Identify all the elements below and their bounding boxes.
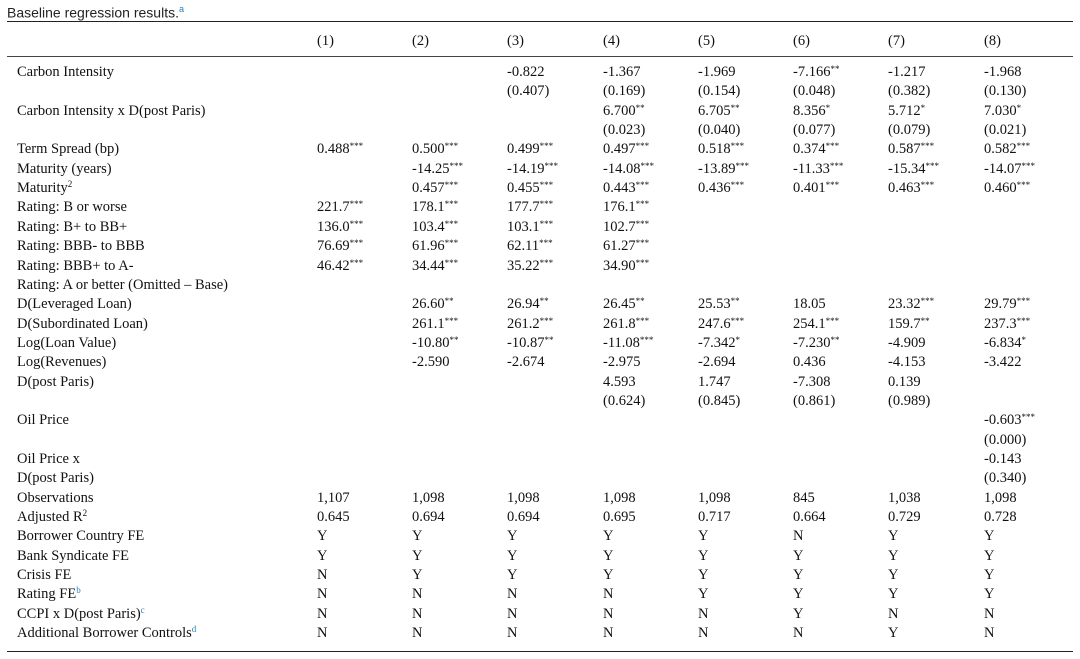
table-cell: 261.1***	[412, 315, 459, 332]
table-cell: 29.79***	[984, 296, 1031, 313]
table-cell: N	[698, 625, 709, 642]
table-cell: 0.401***	[793, 180, 840, 197]
table-cell: 0.443***	[603, 180, 650, 197]
table-cell: (0.040)	[698, 122, 741, 139]
table-cell: -14.19***	[507, 160, 558, 177]
row-label: Rating: B or worse	[17, 199, 127, 216]
table-cell: 247.6***	[698, 315, 745, 332]
table-cell: -0.143	[984, 451, 1022, 467]
table-cell: -13.89***	[698, 160, 749, 177]
table-cell: 237.3***	[984, 315, 1031, 332]
table-cell: 8.356*	[793, 102, 831, 119]
table-cell: Y	[507, 567, 518, 584]
table-cell: N	[507, 605, 518, 622]
table-cell: 61.27***	[603, 238, 650, 255]
table-cell: (0.077)	[793, 122, 836, 139]
table-cell: -1.968	[984, 64, 1022, 80]
table-cell: Y	[603, 567, 614, 584]
table-cell: 0.374***	[793, 141, 840, 158]
table-cell: 1,098	[412, 489, 445, 506]
table-cell: -7.308	[793, 373, 831, 390]
table-cell: -7.342*	[698, 334, 740, 351]
table-cell: -2.674	[507, 354, 545, 371]
table-cell: -7.166**	[793, 64, 840, 80]
table-cell: -14.08***	[603, 160, 654, 177]
table-cell: -6.834*	[984, 334, 1026, 351]
table-cell: 18.05	[793, 296, 826, 313]
table-cell: 103.4***	[412, 218, 459, 235]
row-label: Carbon Intensity x D(post Paris)	[17, 102, 206, 119]
table-cell: Y	[698, 528, 709, 545]
table-cell: (0.382)	[888, 83, 931, 100]
table-cell: -11.33***	[793, 160, 844, 177]
row-label: Maturity (years)	[17, 160, 112, 177]
table-cell: 0.664	[793, 509, 826, 526]
table-cell: 845	[793, 489, 815, 506]
table-cell: 34.90***	[603, 257, 650, 274]
table-cell: 26.60**	[412, 296, 454, 313]
table-cell: -10.87**	[507, 334, 554, 351]
table-cell: 6.700**	[603, 102, 645, 119]
row-label: Additional Borrower Controls$^d$	[17, 624, 197, 642]
table-cell: (0.079)	[888, 122, 931, 139]
table-cell: 1,098	[984, 489, 1017, 506]
table-cell: Y	[317, 547, 328, 564]
table-cell: 0.460***	[984, 180, 1031, 197]
row-label: Observations	[17, 489, 94, 506]
table-cell: (0.048)	[793, 83, 836, 100]
table-cell: N	[317, 567, 328, 584]
column-header-3: (3)	[507, 33, 524, 49]
table-cell: 5.712*	[888, 102, 926, 119]
table-cell: -14.25***	[412, 160, 463, 177]
table-cell: Y	[698, 586, 709, 603]
table-cell: 23.32***	[888, 296, 935, 313]
row-label: Maturity$^2$	[17, 179, 73, 197]
footnote-mark[interactable]: d	[191, 624, 197, 635]
table-cell: N	[317, 586, 328, 603]
table-cell: N	[412, 625, 423, 642]
table-cell: 0.488***	[317, 141, 364, 158]
table-cell: -1.367	[603, 64, 641, 80]
table-cell: 0.499***	[507, 141, 554, 158]
table-cell: Y	[793, 547, 804, 564]
row-label: D(Leveraged Loan)	[17, 296, 132, 313]
row-label: Term Spread (bp)	[17, 141, 120, 158]
table-cell: 62.11***	[507, 238, 553, 255]
table-cell: 0.645	[317, 509, 350, 526]
table-cell: (0.989)	[888, 392, 931, 409]
table-cell: (0.407)	[507, 83, 550, 100]
table-cell: 261.8***	[603, 315, 650, 332]
table-cell: -4.153	[888, 354, 926, 371]
table-cell: 26.94**	[507, 296, 549, 313]
table-cell: 0.728	[984, 509, 1017, 526]
table-cell: (0.169)	[603, 83, 646, 100]
table-cell: Y	[412, 528, 423, 545]
table-cell: (0.340)	[984, 470, 1027, 487]
table-cell: 4.593	[603, 373, 636, 390]
column-header-2: (2)	[412, 33, 429, 49]
table-cell: -2.975	[603, 354, 641, 371]
table-cell: N	[603, 625, 614, 642]
row-label: Rating: A or better (Omitted – Base)	[17, 276, 229, 293]
table-cell: 1,038	[888, 489, 921, 506]
table-cell: 1,098	[698, 489, 731, 506]
table-cell: 159.7**	[888, 315, 930, 332]
table-cell: Y	[412, 547, 423, 564]
superscript-2: 2	[82, 508, 88, 519]
table-cell: -2.694	[698, 354, 736, 371]
regression-table	[7, 0, 1073, 659]
table-cell: (0.845)	[698, 392, 741, 409]
table-cell: Y	[984, 567, 995, 584]
table-cell: 1,098	[507, 489, 540, 506]
table-cell: N	[412, 586, 423, 603]
table-cell: 0.717	[698, 509, 731, 526]
table-cell: N	[698, 605, 709, 622]
table-cell: -0.822	[507, 64, 545, 80]
row-label: Rating FE$^b$	[17, 585, 81, 603]
table-cell: Y	[888, 567, 899, 584]
table-cell: 25.53**	[698, 296, 740, 313]
table-cell: (0.000)	[984, 431, 1027, 448]
row-label: Carbon Intensity	[17, 64, 115, 80]
table-cell: Y	[317, 528, 328, 545]
table-cell: 61.96***	[412, 238, 459, 255]
table-cell: -3.422	[984, 354, 1022, 371]
row-label: D(Subordinated Loan)	[17, 315, 148, 332]
row-label: D(post Paris)	[17, 373, 94, 390]
table-cell: Y	[984, 586, 995, 603]
table-cell: Y	[888, 586, 899, 603]
table-cell: 221.7***	[317, 199, 364, 216]
table-cell: 136.0***	[317, 218, 364, 235]
row-label: CCPI x D(post Paris)$^c$	[17, 604, 145, 622]
table-cell: -0.603***	[984, 412, 1035, 429]
table-cell: 176.1***	[603, 199, 650, 216]
column-header-1: (1)	[317, 33, 334, 49]
table-cell: N	[317, 625, 328, 642]
superscript-2: 2	[67, 179, 73, 190]
table-cell: 0.455***	[507, 180, 554, 197]
table-cell: -15.34***	[888, 160, 939, 177]
table-cell: Y	[793, 605, 804, 622]
table-cell: 1,107	[317, 489, 350, 506]
table-cell: Y	[888, 528, 899, 545]
table-cell: N	[507, 586, 518, 603]
table-cell: N	[412, 605, 423, 622]
table-cell: Y	[984, 547, 995, 564]
column-header-4: (4)	[603, 33, 620, 49]
table-cell: 7.030*	[984, 102, 1022, 119]
table-cell: 0.587***	[888, 141, 935, 158]
table-cell: (0.023)	[603, 122, 646, 139]
table-cell: Y	[698, 547, 709, 564]
table-cell: N	[603, 586, 614, 603]
table-cell: -14.07***	[984, 160, 1035, 177]
table-cell: 0.500***	[412, 141, 459, 158]
table-cell: 0.694	[412, 509, 445, 526]
table-cell: Y	[888, 625, 899, 642]
caption-text: Baseline regression results.	[7, 4, 179, 21]
table-cell: 178.1***	[412, 199, 459, 216]
table-cell: -2.590	[412, 354, 450, 371]
table-cell: -1.969	[698, 64, 736, 80]
table-cell: Y	[603, 547, 614, 564]
table-cell: 261.2***	[507, 315, 554, 332]
table-cell: Y	[507, 547, 518, 564]
row-label: Oil Price	[17, 412, 69, 429]
table-cell: 0.436	[793, 354, 826, 371]
table-cell: Y	[793, 586, 804, 603]
row-label: Rating: BBB- to BBB	[17, 238, 145, 255]
row-label: Adjusted $R^2$	[17, 508, 88, 526]
row-label: Borrower Country FE	[17, 528, 145, 545]
table-cell: N	[984, 605, 995, 622]
table-cell: 0.729	[888, 509, 921, 526]
table-cell: N	[793, 625, 804, 642]
table-cell: 1.747	[698, 373, 731, 390]
table-cell: Y	[793, 567, 804, 584]
footnote-mark[interactable]: c	[140, 604, 145, 615]
table-cell: (0.624)	[603, 392, 646, 409]
row-label: Log(Revenues)	[17, 354, 107, 371]
table-cell: -1.217	[888, 64, 926, 80]
table-cell: N	[984, 625, 995, 642]
table-cell: 0.695	[603, 509, 636, 526]
table-cell: Y	[888, 547, 899, 564]
column-header-7: (7)	[888, 33, 905, 49]
table-cell: 34.44***	[412, 257, 459, 274]
row-label: Rating: B+ to BB+	[17, 218, 128, 235]
row-label: D(post Paris)	[17, 470, 94, 487]
table-cell: 102.7***	[603, 218, 650, 235]
table-cell: (0.021)	[984, 122, 1027, 139]
column-header-8: (8)	[984, 33, 1001, 49]
table-cell: Y	[507, 528, 518, 545]
table-cell: 254.1***	[793, 315, 840, 332]
row-label: Bank Syndicate FE	[17, 547, 129, 564]
table-cell: Y	[412, 567, 423, 584]
row-label: Rating: BBB+ to A-	[17, 257, 134, 274]
caption-footnote-mark[interactable]: a	[178, 4, 184, 14]
table-cell: 0.497***	[603, 141, 650, 158]
table-cell: 0.463***	[888, 180, 935, 197]
table-cell: N	[507, 625, 518, 642]
table-cell: N	[793, 528, 804, 545]
table-cell: 0.139	[888, 373, 921, 390]
table-cell: 0.694	[507, 509, 540, 526]
table-cell: 0.582***	[984, 141, 1031, 158]
row-label: Log(Loan Value)	[17, 334, 117, 351]
table-cell: 35.22***	[507, 257, 554, 274]
table-cell: N	[603, 605, 614, 622]
table-cell: Y	[698, 567, 709, 584]
table-cell: 46.42***	[317, 257, 364, 274]
table-cell: -10.80**	[412, 334, 459, 351]
table-cell: 177.7***	[507, 199, 554, 216]
table-cell: 103.1***	[507, 218, 554, 235]
table-cell: 1,098	[603, 489, 636, 506]
table-cell: Y	[984, 528, 995, 545]
table-cell: (0.861)	[793, 392, 836, 409]
table-cell: 0.518***	[698, 141, 745, 158]
table-cell: 6.705**	[698, 102, 740, 119]
column-header-6: (6)	[793, 33, 810, 49]
row-label: Crisis FE	[17, 567, 72, 584]
table-cell: -4.909	[888, 334, 926, 351]
row-label: Oil Price x	[17, 451, 80, 467]
table-cell: (0.130)	[984, 83, 1027, 100]
table-cell: 0.436***	[698, 180, 745, 197]
table-cell: Y	[603, 528, 614, 545]
column-header-5: (5)	[698, 33, 715, 49]
table-cell: N	[888, 605, 899, 622]
footnote-mark[interactable]: b	[76, 585, 81, 596]
table-cell: -11.08***	[603, 334, 654, 351]
table-cell: 0.457***	[412, 180, 459, 197]
table-cell: 26.45**	[603, 296, 645, 313]
table-cell: (0.154)	[698, 83, 741, 100]
table-cell: -7.230**	[793, 334, 840, 351]
table-cell: 76.69***	[317, 238, 364, 255]
table-cell: N	[317, 605, 328, 622]
